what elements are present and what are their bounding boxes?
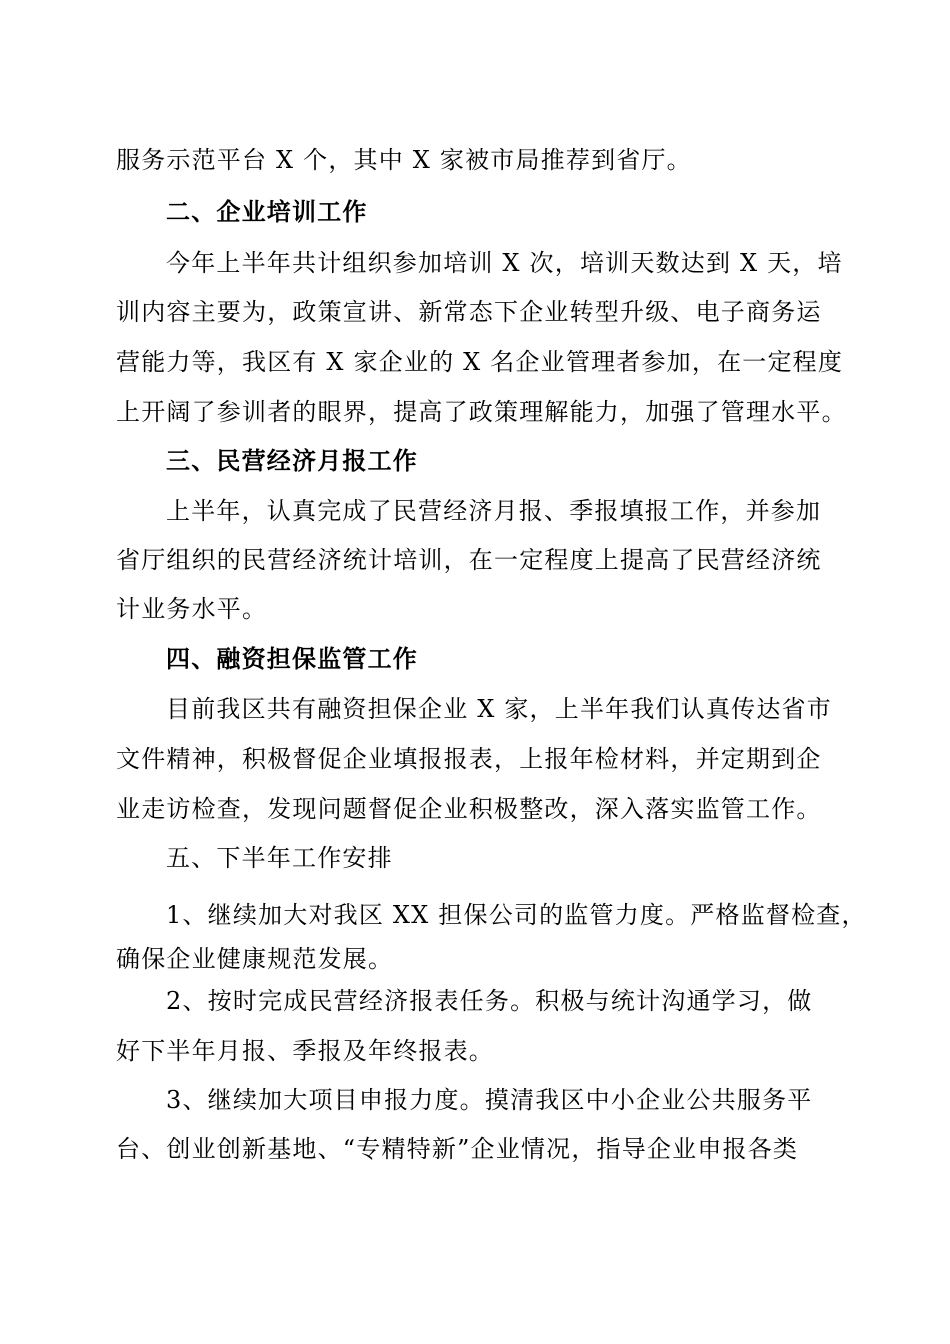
paragraph-line: 目前我区共有融资担保企业 X 家，上半年我们认真传达省市: [166, 695, 832, 723]
list-item-line: 好下半年月报、季报及年终报表。: [116, 1037, 494, 1065]
paragraph-line: 省厅组织的民营经济统计培训，在一定程度上提高了民营经济统: [116, 546, 822, 574]
section-heading: 四、融资担保监管工作: [166, 645, 418, 673]
list-item-line: 3、继续加大项目申报力度。摸清我区中小企业公共服务平: [166, 1086, 813, 1114]
list-item-line: 确保企业健康规范发展。: [116, 945, 394, 973]
paragraph-line: 今年上半年共计组织参加培训 X 次，培训天数达到 X 天，培: [166, 249, 843, 277]
paragraph-line: 服务示范平台 X 个，其中 X 家被市局推荐到省厅。: [116, 146, 692, 174]
section-heading: 二、企业培训工作: [166, 198, 368, 226]
list-item-line: 台、创业创新基地、“专精特新”企业情况，指导企业申报各类: [116, 1135, 799, 1163]
list-item-line: 2、按时完成民营经济报表任务。积极与统计沟通学习，做: [166, 987, 813, 1015]
paragraph-line: 业走访检查，发现问题督促企业积极整改，深入落实监管工作。: [116, 795, 822, 823]
section-heading: 三、民营经济月报工作: [166, 447, 418, 475]
paragraph-line: 训内容主要为，政策宣讲、新常态下企业转型升级、电子商务运: [116, 298, 822, 326]
list-item-line: 1、继续加大对我区 XX 担保公司的监管力度。严格监督检查，: [166, 901, 867, 929]
section-heading: 五、下半年工作安排: [166, 844, 393, 872]
paragraph-line: 计业务水平。: [116, 595, 268, 623]
paragraph-line: 营能力等，我区有 X 家企业的 X 名企业管理者参加，在一定程度: [116, 348, 844, 376]
paragraph-line: 上开阔了参训者的眼界，提高了政策理解能力，加强了管理水平。: [116, 398, 847, 426]
paragraph-line: 上半年，认真完成了民营经济月报、季报填报工作，并参加: [166, 497, 822, 525]
paragraph-line: 文件精神，积极督促企业填报报表，上报年检材料，并定期到企: [116, 745, 822, 773]
